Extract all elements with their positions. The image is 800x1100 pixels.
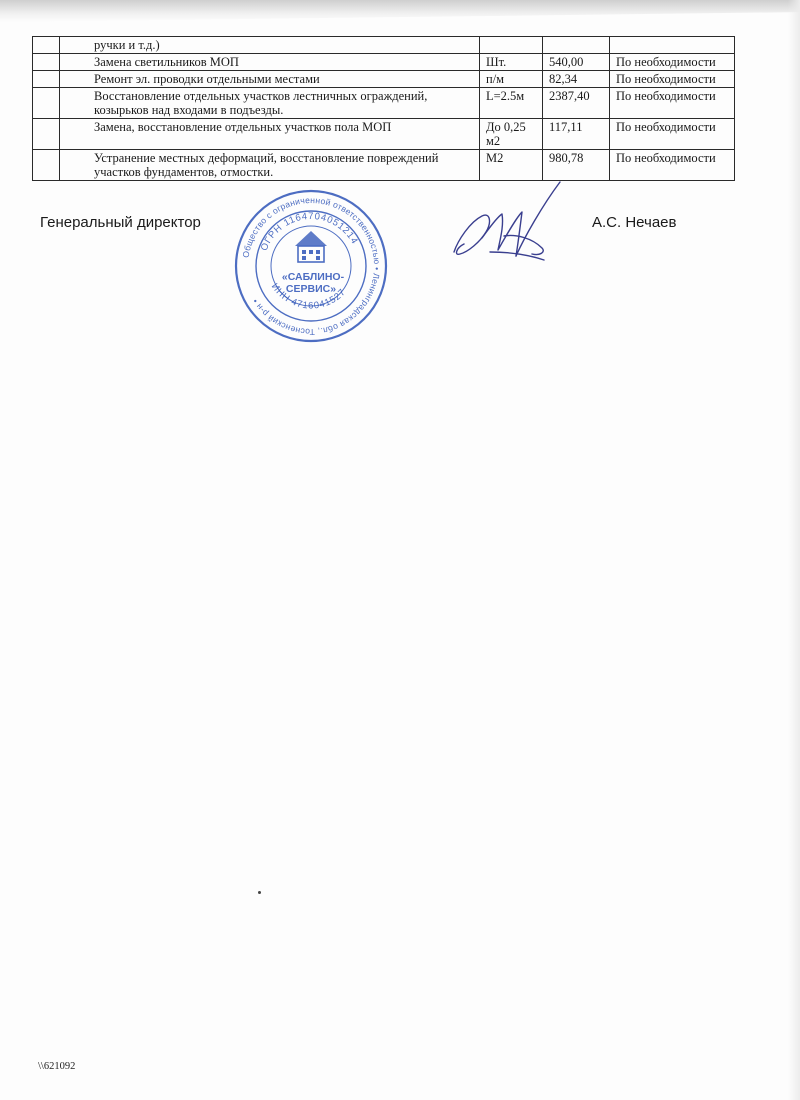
row-number-cell bbox=[33, 88, 60, 119]
row-number-cell bbox=[33, 119, 60, 150]
scan-speck bbox=[258, 891, 261, 894]
price-cell: 980,78 bbox=[543, 150, 610, 181]
row-number-cell bbox=[33, 150, 60, 181]
unit-cell: L=2.5м bbox=[480, 88, 543, 119]
unit-cell bbox=[480, 37, 543, 54]
frequency-cell: По необходимости bbox=[610, 88, 735, 119]
unit-cell: До 0,25 м2 bbox=[480, 119, 543, 150]
table-row bbox=[33, 88, 735, 119]
frequency-cell: По необходимости bbox=[610, 54, 735, 71]
price-cell: 540,00 bbox=[543, 54, 610, 71]
stamp-company-line-2: СЕРВИС» bbox=[285, 283, 337, 295]
row-number-cell bbox=[33, 54, 60, 71]
table-row bbox=[33, 37, 735, 54]
price-cell: 82,34 bbox=[543, 71, 610, 88]
scan-right-edge bbox=[788, 0, 800, 1100]
director-name: А.С. Нечаев bbox=[592, 214, 677, 231]
frequency-cell: По необходимости bbox=[610, 71, 735, 88]
price-cell: 2387,40 bbox=[543, 88, 610, 119]
row-number-cell bbox=[33, 71, 60, 88]
frequency-cell: По необходимости bbox=[610, 150, 735, 181]
row-number-cell bbox=[33, 37, 60, 54]
frequency-cell bbox=[610, 37, 735, 54]
stamp-inn-text: ИНН 4716041527 bbox=[268, 281, 349, 312]
price-cell: 117,11 bbox=[543, 119, 610, 150]
table-row bbox=[33, 54, 735, 71]
stamp-ogrn-text: ОГРН 1164704051214 bbox=[258, 211, 361, 253]
director-title: Генеральный директор bbox=[40, 214, 201, 231]
stamp-outer-text: Общество с ограниченной ответственностью • Ленинградская обл., Тосненский р-н • bbox=[240, 194, 383, 338]
price-cell bbox=[543, 37, 610, 54]
frequency-cell: По необходимости bbox=[610, 119, 735, 150]
unit-cell: М2 bbox=[480, 150, 543, 181]
work-name-cell: Замена, восстановление отдельных участков пола МОП bbox=[60, 119, 480, 150]
company-stamp bbox=[233, 188, 389, 344]
work-name-cell: ручки и т.д.) bbox=[60, 37, 480, 54]
work-name-cell: Восстановление отдельных участков лестничных ограждений, козырьков над входами в подъезды. bbox=[60, 88, 480, 119]
document-code: \\621092 bbox=[38, 1061, 76, 1072]
unit-cell: Шт. bbox=[480, 54, 543, 71]
stamp-seal-graphic bbox=[233, 188, 389, 344]
works-table-body bbox=[33, 37, 735, 181]
unit-cell: п/м bbox=[480, 71, 543, 88]
work-name-cell: Устранение местных деформаций, восстановление повреждений участков фундаментов, отмостки. bbox=[60, 150, 480, 181]
director-signature bbox=[446, 178, 576, 273]
table-row bbox=[33, 119, 735, 150]
work-name-cell: Ремонт эл. проводки отдельными местами bbox=[60, 71, 480, 88]
scan-top-shadow bbox=[0, 0, 800, 22]
stamp-company-line-1: «САБЛИНО- bbox=[281, 271, 345, 283]
signature-graphic bbox=[446, 178, 576, 273]
table-row bbox=[33, 71, 735, 88]
work-name-cell: Замена светильников МОП bbox=[60, 54, 480, 71]
table-row bbox=[33, 150, 735, 181]
works-table bbox=[32, 36, 735, 181]
